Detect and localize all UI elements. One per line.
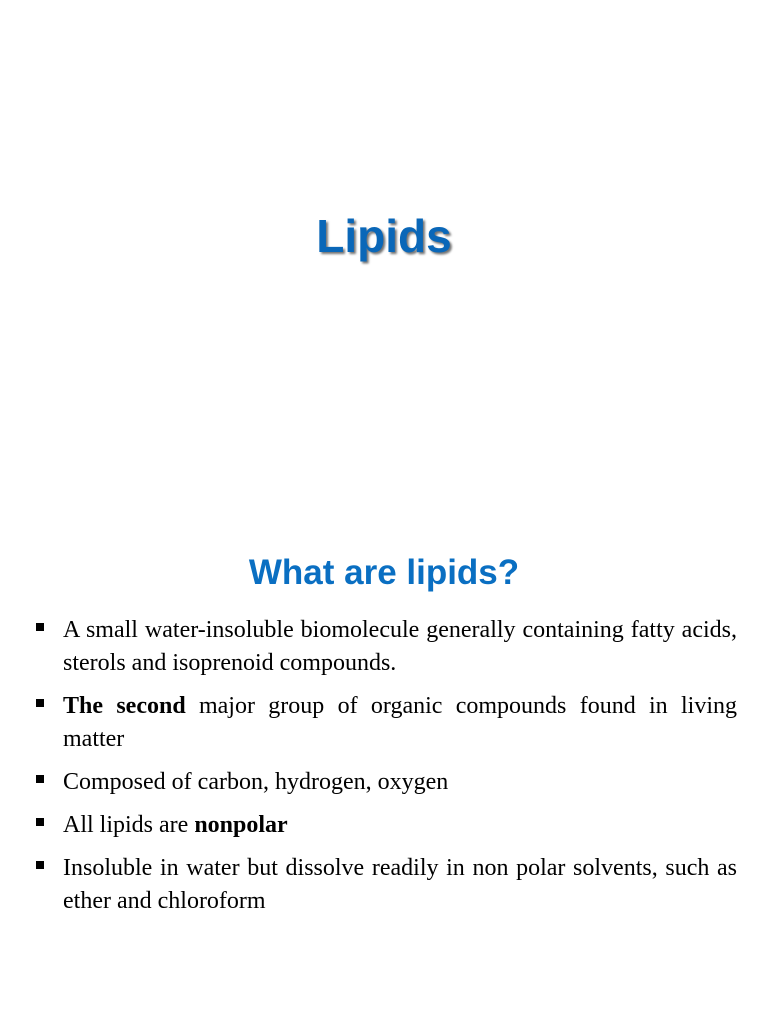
bullet-text: Insoluble in water but dissolve readily in non polar solvents, such as ether and chloroform xyxy=(63,855,737,914)
square-bullet-icon xyxy=(36,818,44,826)
bullet-item-solubility xyxy=(35,852,737,918)
slide-title: Lipids xyxy=(316,210,452,262)
bullet-list xyxy=(35,614,737,918)
bullet-text: A small water-insoluble biomolecule generally containing fatty acids, sterols and isoprenoid compounds. xyxy=(63,617,737,676)
bullet-item-nonpolar xyxy=(35,809,737,842)
bullet-bold-text: The second xyxy=(63,693,186,719)
bullet-text: All lipids are xyxy=(63,812,195,838)
bullet-text: major group of organic compounds found in living matter xyxy=(63,693,737,752)
square-bullet-icon xyxy=(36,699,44,707)
square-bullet-icon xyxy=(36,623,44,631)
bullet-item-composition xyxy=(35,766,737,799)
square-bullet-icon xyxy=(36,775,44,783)
square-bullet-icon xyxy=(36,861,44,869)
section-heading: What are lipids? xyxy=(248,553,520,592)
bullet-text: Composed of carbon, hydrogen, oxygen xyxy=(63,769,449,795)
bullet-item-definition xyxy=(35,614,737,680)
bullet-bold-text: nonpolar xyxy=(194,812,288,838)
bullet-item-second-group xyxy=(35,690,737,756)
